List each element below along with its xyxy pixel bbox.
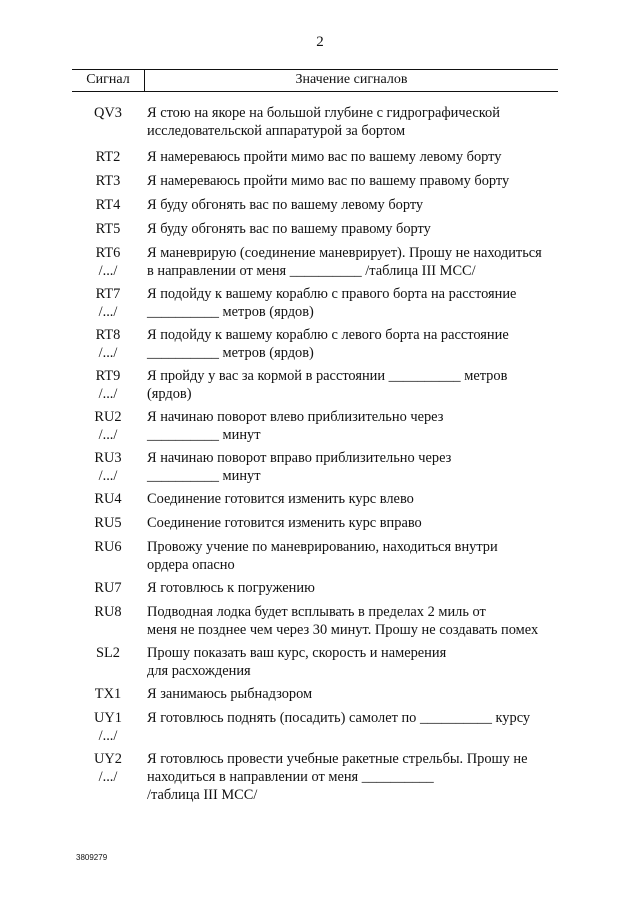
signal-meaning-line: меня не позднее чем через 30 минут. Прошу не создавать помех xyxy=(147,622,539,638)
signal-meaning-line: Я намереваюсь пройти мимо вас по вашему правому борту xyxy=(147,173,510,189)
signal-code-placeholder: /.../ xyxy=(98,263,118,279)
signal-code xyxy=(72,685,144,703)
signal-code-value: RT3 xyxy=(95,173,121,189)
signal-code xyxy=(72,104,144,122)
signal-code xyxy=(72,644,144,662)
signal-meaning-line: Я готовлюсь поднять (посадить) самолет по __________ курсу xyxy=(147,710,531,726)
signal-meaning xyxy=(147,326,567,362)
signal-meaning-line: Я начинаю поворот вправо приблизительно через xyxy=(147,450,452,466)
signal-meaning-line: в направлении от меня __________ /таблица III МСС/ xyxy=(147,263,476,279)
signal-code xyxy=(72,326,144,362)
signal-meaning xyxy=(147,644,567,680)
signal-meaning-line: исследовательской аппаратурой за бортом xyxy=(147,123,406,139)
signal-code xyxy=(72,449,144,485)
signal-meaning-line: Я буду обгонять вас по вашему правому борту xyxy=(147,221,431,237)
signal-code xyxy=(72,244,144,280)
signal-meaning-line: __________ метров (ярдов) xyxy=(147,345,314,361)
signal-meaning-line: (ярдов) xyxy=(147,386,192,402)
signal-code-value: UY2 xyxy=(94,751,122,767)
signal-meaning xyxy=(147,579,567,597)
signal-meaning-line: Провожу учение по маневрированию, находиться внутри xyxy=(147,539,498,555)
signal-meaning-line: Прошу показать ваш курс, скорость и намерения xyxy=(147,645,447,661)
signal-meaning-line: __________ метров (ярдов) xyxy=(147,304,314,320)
signal-meaning xyxy=(147,490,567,508)
signal-meaning xyxy=(147,538,567,574)
signal-meaning-line: Я пройду у вас за кормой в расстоянии __________ метров xyxy=(147,368,508,384)
signal-meaning xyxy=(147,408,567,444)
signal-meaning xyxy=(147,449,567,485)
signal-code xyxy=(72,172,144,190)
column-header-meaning: Значение сигналов xyxy=(295,72,408,87)
signal-meaning-line: Я готовлюсь провести учебные ракетные стрельбы. Прошу не xyxy=(147,751,528,767)
signal-code-value: RU6 xyxy=(94,539,122,555)
signal-meaning-line: Я готовлюсь к погружению xyxy=(147,580,315,596)
signal-code xyxy=(72,367,144,403)
signal-code-placeholder: /.../ xyxy=(98,427,118,443)
signal-code xyxy=(72,579,144,597)
signal-code xyxy=(72,408,144,444)
signal-meaning-line: Соединение готовится изменить курс влево xyxy=(147,491,414,507)
signal-code-placeholder: /.../ xyxy=(98,386,118,402)
signal-code-placeholder: /.../ xyxy=(98,468,118,484)
signal-meaning xyxy=(147,709,567,727)
signal-code xyxy=(72,514,144,532)
signal-meaning xyxy=(147,285,567,321)
signal-meaning xyxy=(147,685,567,703)
signal-meaning-line: __________ минут xyxy=(147,468,261,484)
signal-code-placeholder: /.../ xyxy=(98,728,118,744)
signal-meaning xyxy=(147,367,567,403)
signal-meaning-line: /таблица III МСС/ xyxy=(147,787,258,803)
signal-code-value: RT7 xyxy=(95,286,121,302)
signal-code xyxy=(72,709,144,745)
signal-code xyxy=(72,538,144,556)
signal-meaning-line: Я подойду к вашему кораблю с левого борта на расстояние xyxy=(147,327,509,343)
signal-code xyxy=(72,285,144,321)
signal-code xyxy=(72,750,144,786)
signal-meaning xyxy=(147,196,567,214)
column-header-signal: Сигнал xyxy=(72,70,145,91)
signal-meaning-line: ордера опасно xyxy=(147,557,235,573)
signal-meaning-line: Соединение готовится изменить курс вправо xyxy=(147,515,422,531)
page-number: 2 xyxy=(316,34,324,50)
signal-code xyxy=(72,148,144,166)
signal-meaning-line: Я подойду к вашему кораблю с правого борта на расстояние xyxy=(147,286,517,302)
signal-code xyxy=(72,196,144,214)
signal-meaning xyxy=(147,750,567,804)
signal-meaning-line: Я начинаю поворот влево приблизительно через xyxy=(147,409,444,425)
signal-meaning xyxy=(147,220,567,238)
signal-meaning-line: Я занимаюсь рыбнадзором xyxy=(147,686,313,702)
signal-meaning-line: Я намереваюсь пройти мимо вас по вашему левому борту xyxy=(147,149,502,165)
signal-code-value: SL2 xyxy=(96,645,120,661)
signal-meaning-line: для расхождения xyxy=(147,663,251,679)
signal-code-value: RT4 xyxy=(95,197,121,213)
signal-code-placeholder: /.../ xyxy=(98,345,118,361)
signal-meaning-line: Подводная лодка будет всплывать в пределах 2 миль от xyxy=(147,604,486,620)
document-id: 3809279 xyxy=(76,853,108,862)
signal-meaning-line: находиться в направлении от меня __________ xyxy=(147,769,434,785)
signal-meaning xyxy=(147,104,567,140)
signal-meaning xyxy=(147,172,567,190)
signal-meaning xyxy=(147,148,567,166)
signal-code xyxy=(72,603,144,621)
signal-code-value: RT5 xyxy=(95,221,121,237)
signal-meaning xyxy=(147,603,567,639)
signal-meaning-line: Я стою на якоре на большой глубине с гидрографической xyxy=(147,105,500,121)
signal-code-value: RU8 xyxy=(94,604,122,620)
signal-code xyxy=(72,220,144,238)
signal-code-placeholder: /.../ xyxy=(98,769,118,785)
signal-code xyxy=(72,490,144,508)
signal-code-value: QV3 xyxy=(94,105,122,121)
signal-code-value: RU7 xyxy=(94,580,122,596)
signal-meaning-line: Я маневрирую (соединение маневрирует). Прошу не находиться xyxy=(147,245,542,261)
signal-code-value: RT6 xyxy=(95,245,121,261)
signal-meaning-line: Я буду обгонять вас по вашему левому борту xyxy=(147,197,424,213)
signal-code-value: TX1 xyxy=(94,686,122,702)
signal-meaning-line: __________ минут xyxy=(147,427,261,443)
table-header xyxy=(72,69,558,92)
signal-code-value: RU5 xyxy=(94,515,122,531)
signal-code-value: UY1 xyxy=(94,710,122,726)
signal-code-placeholder: /.../ xyxy=(98,304,118,320)
signal-code-value: RT9 xyxy=(95,368,121,384)
signal-code-value: RT8 xyxy=(95,327,121,343)
signal-meaning xyxy=(147,244,567,280)
signal-code-value: RT2 xyxy=(95,149,121,165)
signal-code-value: RU2 xyxy=(94,409,122,425)
signal-code-value: RU4 xyxy=(94,491,122,507)
signal-meaning xyxy=(147,514,567,532)
signal-code-value: RU3 xyxy=(94,450,122,466)
